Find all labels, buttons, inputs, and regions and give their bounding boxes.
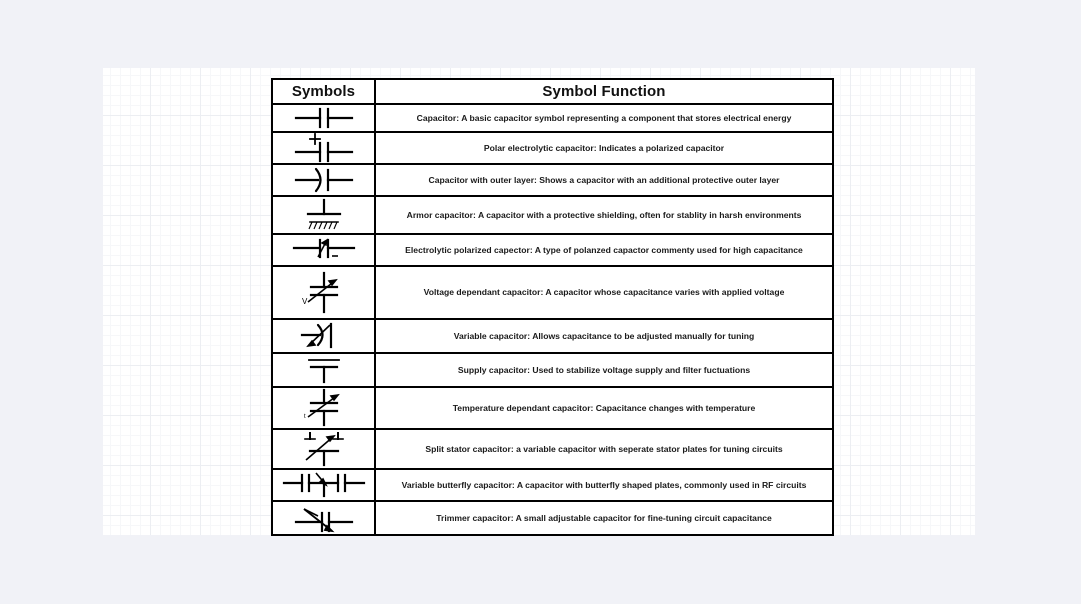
table-row xyxy=(272,353,833,387)
symbol-description: Voltage dependant capacitor: A capacitor whose capacitance varies with applied voltage xyxy=(375,266,833,319)
table-row xyxy=(272,196,833,234)
symbol-description: Temperature dependant capacitor: Capacitance changes with temperature xyxy=(375,387,833,429)
table-row xyxy=(272,104,833,132)
table-row xyxy=(272,469,833,501)
symbol-letter-v: V xyxy=(301,296,307,306)
temperature-dependant-capacitor-symbol xyxy=(272,387,375,429)
column-header-symbols: Symbols xyxy=(272,79,375,104)
table-row xyxy=(272,501,833,535)
capacitor-with-outer-layer-symbol xyxy=(272,164,375,196)
symbol-description: Electrolytic polarized capector: A type of polanzed capactor commenty used for high capacitance xyxy=(375,234,833,266)
table-row xyxy=(272,387,833,429)
table-row xyxy=(272,429,833,469)
drawing-canvas[interactable] xyxy=(103,68,975,535)
symbol-description: Variable butterfly capacitor: A capacitor with butterfly shaped plates, commonly used in RF circuits xyxy=(375,469,833,501)
symbol-description: Supply capacitor: Used to stabilize voltage supply and filter fuctuations xyxy=(375,353,833,387)
symbol-description: Split stator capacitor: a variable capacitor with seperate stator plates for tuning circuits xyxy=(375,429,833,469)
symbol-description: Trimmer capacitor: A small adjustable capacitor for fine-tuning circuit capacitance xyxy=(375,501,833,535)
trimmer-capacitor-symbol xyxy=(272,501,375,535)
table-row xyxy=(272,266,833,319)
table-row xyxy=(272,132,833,164)
table-row xyxy=(272,164,833,196)
table-row xyxy=(272,234,833,266)
symbol-description: Polar electrolytic capacitor: Indicates a polarized capacitor xyxy=(375,132,833,164)
capacitor-symbol xyxy=(272,104,375,132)
symbol-description: Armor capacitor: A capacitor with a protective shielding, often for stablity in harsh environments xyxy=(375,196,833,234)
symbol-letter-t: t xyxy=(303,414,306,420)
armor-capacitor-symbol xyxy=(272,196,375,234)
polar-electrolytic-capacitor-symbol xyxy=(272,132,375,164)
voltage-dependant-capacitor-symbol xyxy=(272,266,375,319)
electrolytic-polarized-capacitor-symbol xyxy=(272,234,375,266)
variable-capacitor-symbol xyxy=(272,319,375,353)
column-header-symbol-function: Symbol Function xyxy=(375,79,833,104)
symbol-description: Variable capacitor: Allows capacitance to be adjusted manually for tuning xyxy=(375,319,833,353)
supply-capacitor-symbol xyxy=(272,353,375,387)
symbol-description: Capacitor: A basic capacitor symbol representing a component that stores electrical energy xyxy=(375,104,833,132)
variable-butterfly-capacitor-symbol xyxy=(272,469,375,501)
table-row xyxy=(272,319,833,353)
capacitor-symbol-table xyxy=(271,78,834,536)
table-header-row xyxy=(272,79,833,104)
split-stator-capacitor-symbol xyxy=(272,429,375,469)
symbol-description: Capacitor with outer layer: Shows a capacitor with an additional protective outer layer xyxy=(375,164,833,196)
